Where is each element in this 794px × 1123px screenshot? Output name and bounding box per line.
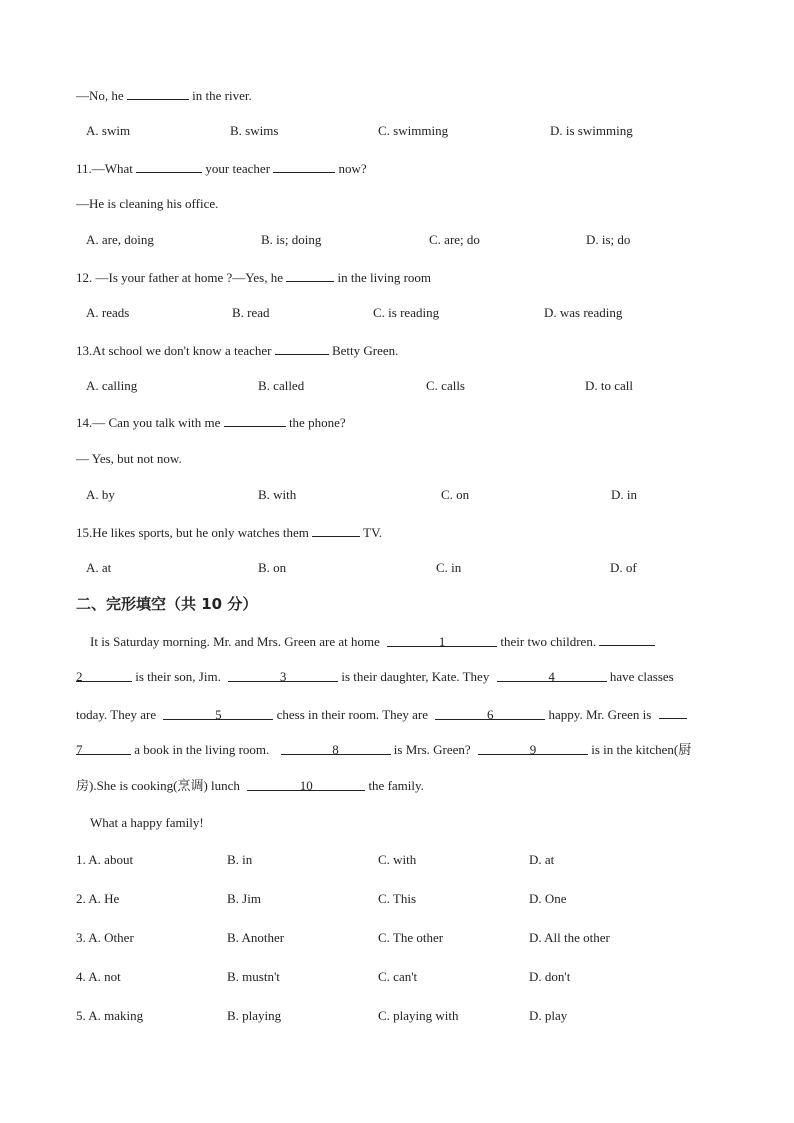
- q14-answer: — Yes, but not now.: [76, 451, 182, 466]
- q14-option-d[interactable]: D. in: [611, 487, 637, 502]
- q12-blank[interactable]: [286, 269, 334, 282]
- passage-blank-1[interactable]: 1: [387, 634, 497, 647]
- q15-option-b[interactable]: B. on: [258, 560, 287, 575]
- q11-stem: [76, 160, 367, 177]
- passage-blank-6[interactable]: 6: [435, 707, 545, 720]
- q10-text-post: in the river.: [192, 88, 252, 103]
- passage-text: today. They are: [76, 707, 157, 722]
- passage-text: happy. Mr. Green is: [548, 707, 652, 722]
- passage-text: their two children.: [500, 634, 597, 649]
- section-heading: 二、完形填空（共 10 分）: [76, 595, 258, 613]
- cloze-5-option-c[interactable]: C. playing with: [378, 1008, 459, 1023]
- q11-answer: —He is cleaning his office.: [76, 196, 219, 211]
- cloze-4-option-a[interactable]: 4. A. not: [76, 969, 121, 984]
- passage-text: a book in the living room.: [134, 742, 270, 757]
- passage-line-3: [76, 706, 687, 723]
- q12-option-c[interactable]: C. is reading: [373, 305, 440, 320]
- q11-stem-a: 11.—What: [76, 161, 133, 176]
- q10-option-a[interactable]: A. swim: [86, 123, 131, 138]
- cloze-5-option-a[interactable]: 5. A. making: [76, 1008, 144, 1023]
- q11-option-c[interactable]: C. are; do: [429, 232, 480, 247]
- cloze-3-option-b[interactable]: B. Another: [227, 930, 285, 945]
- passage-text: the family.: [368, 778, 424, 793]
- q15-stem: [76, 524, 382, 541]
- passage-blank-2-start[interactable]: [599, 633, 655, 646]
- cloze-3-option-c[interactable]: C. The other: [378, 930, 444, 945]
- q11-stem-b: your teacher: [205, 161, 271, 176]
- q14-option-c[interactable]: C. on: [441, 487, 470, 502]
- q11-stem-c: now?: [338, 161, 367, 176]
- q13-option-c[interactable]: C. calls: [426, 378, 465, 393]
- q15-blank[interactable]: [312, 524, 360, 537]
- passage-text: is their son, Jim.: [135, 669, 221, 684]
- passage-blank-7-start[interactable]: [659, 706, 687, 719]
- cloze-5-option-d[interactable]: D. play: [529, 1008, 568, 1023]
- q11-option-d[interactable]: D. is; do: [586, 232, 631, 247]
- passage-text: have classes: [609, 669, 674, 684]
- q12-option-d[interactable]: D. was reading: [544, 305, 623, 320]
- q14-stem-pre: 14.— Can you talk with me: [76, 415, 221, 430]
- q13-blank[interactable]: [275, 342, 329, 355]
- q12-stem: [76, 269, 431, 286]
- q11-option-b[interactable]: B. is; doing: [261, 232, 322, 247]
- passage-line-5: [76, 778, 424, 794]
- passage-line-1: [90, 633, 655, 650]
- passage-blank-8[interactable]: 8: [281, 742, 391, 755]
- q14-blank[interactable]: [224, 414, 286, 427]
- cloze-2-option-a[interactable]: 2. A. He: [76, 891, 120, 906]
- cloze-1-option-c[interactable]: C. with: [378, 852, 417, 867]
- passage-text: 房).She is cooking(烹调) lunch: [76, 778, 240, 793]
- passage-blank-7[interactable]: 7: [76, 742, 131, 755]
- q14-stem-post: the phone?: [288, 415, 346, 430]
- passage-text: is Mrs. Green?: [393, 742, 471, 757]
- q11-blank-2[interactable]: [273, 160, 335, 173]
- q14-option-b[interactable]: B. with: [258, 487, 297, 502]
- q15-option-c[interactable]: C. in: [436, 560, 462, 575]
- q13-stem-post: Betty Green.: [331, 343, 399, 358]
- q14-stem: [76, 414, 346, 431]
- passage-line-2: [76, 669, 674, 685]
- passage-text: It is Saturday morning. Mr. and Mrs. Green are at home: [90, 634, 380, 649]
- cloze-5-option-b[interactable]: B. playing: [227, 1008, 282, 1023]
- passage-closing: What a happy family!: [90, 815, 204, 830]
- q11-blank-1[interactable]: [136, 160, 202, 173]
- q15-option-a[interactable]: A. at: [86, 560, 112, 575]
- passage-blank-2[interactable]: 2: [76, 669, 132, 682]
- cloze-4-option-d[interactable]: D. don't: [529, 969, 571, 984]
- cloze-4-option-b[interactable]: B. mustn't: [227, 969, 280, 984]
- q12-stem-post: in the living room: [337, 270, 432, 285]
- q10-option-c[interactable]: C. swimming: [378, 123, 449, 138]
- cloze-3-option-d[interactable]: D. All the other: [529, 930, 610, 945]
- q12-stem-pre: 12. —Is your father at home ?—Yes, he: [76, 270, 283, 285]
- cloze-4-option-c[interactable]: C. can't: [378, 969, 418, 984]
- passage-blank-3[interactable]: 3: [228, 669, 338, 682]
- q15-option-d[interactable]: D. of: [610, 560, 637, 575]
- q13-stem-pre: 13.At school we don't know a teacher: [76, 343, 272, 358]
- passage-line-4: [76, 742, 691, 758]
- q10-text-pre: —No, he: [76, 88, 124, 103]
- cloze-3-option-a[interactable]: 3. A. Other: [76, 930, 134, 945]
- q13-option-b[interactable]: B. called: [258, 378, 305, 393]
- cloze-1-option-a[interactable]: 1. A. about: [76, 852, 134, 867]
- q10-option-d[interactable]: D. is swimming: [550, 123, 633, 138]
- q15-stem-pre: 15.He likes sports, but he only watches them: [76, 525, 309, 540]
- q13-stem: [76, 342, 398, 359]
- q12-option-a[interactable]: A. reads: [86, 305, 130, 320]
- passage-text: is their daughter, Kate. They: [341, 669, 490, 684]
- passage-blank-5[interactable]: 5: [163, 707, 273, 720]
- passage-blank-9[interactable]: 9: [478, 742, 588, 755]
- q15-stem-post: TV.: [363, 525, 383, 540]
- passage-blank-4[interactable]: 4: [497, 669, 607, 682]
- q13-option-a[interactable]: A. calling: [86, 378, 138, 393]
- passage-text: is in the kitchen(厨: [591, 742, 692, 757]
- cloze-1-option-d[interactable]: D. at: [529, 852, 555, 867]
- q12-option-b[interactable]: B. read: [232, 305, 270, 320]
- q10-blank[interactable]: [127, 87, 189, 100]
- q11-option-a[interactable]: A. are, doing: [86, 232, 154, 247]
- q10-option-b[interactable]: B. swims: [230, 123, 279, 138]
- cloze-2-option-c[interactable]: C. This: [378, 891, 417, 906]
- passage-blank-10[interactable]: 10: [247, 778, 365, 791]
- q10-answer-line: [76, 87, 252, 104]
- cloze-2-option-d[interactable]: D. One: [529, 891, 567, 906]
- q14-option-a[interactable]: A. by: [86, 487, 115, 502]
- cloze-2-option-b[interactable]: B. Jim: [227, 891, 261, 906]
- passage-text: chess in their room. They are: [276, 707, 429, 722]
- q13-option-d[interactable]: D. to call: [585, 378, 634, 393]
- cloze-1-option-b[interactable]: B. in: [227, 852, 253, 867]
